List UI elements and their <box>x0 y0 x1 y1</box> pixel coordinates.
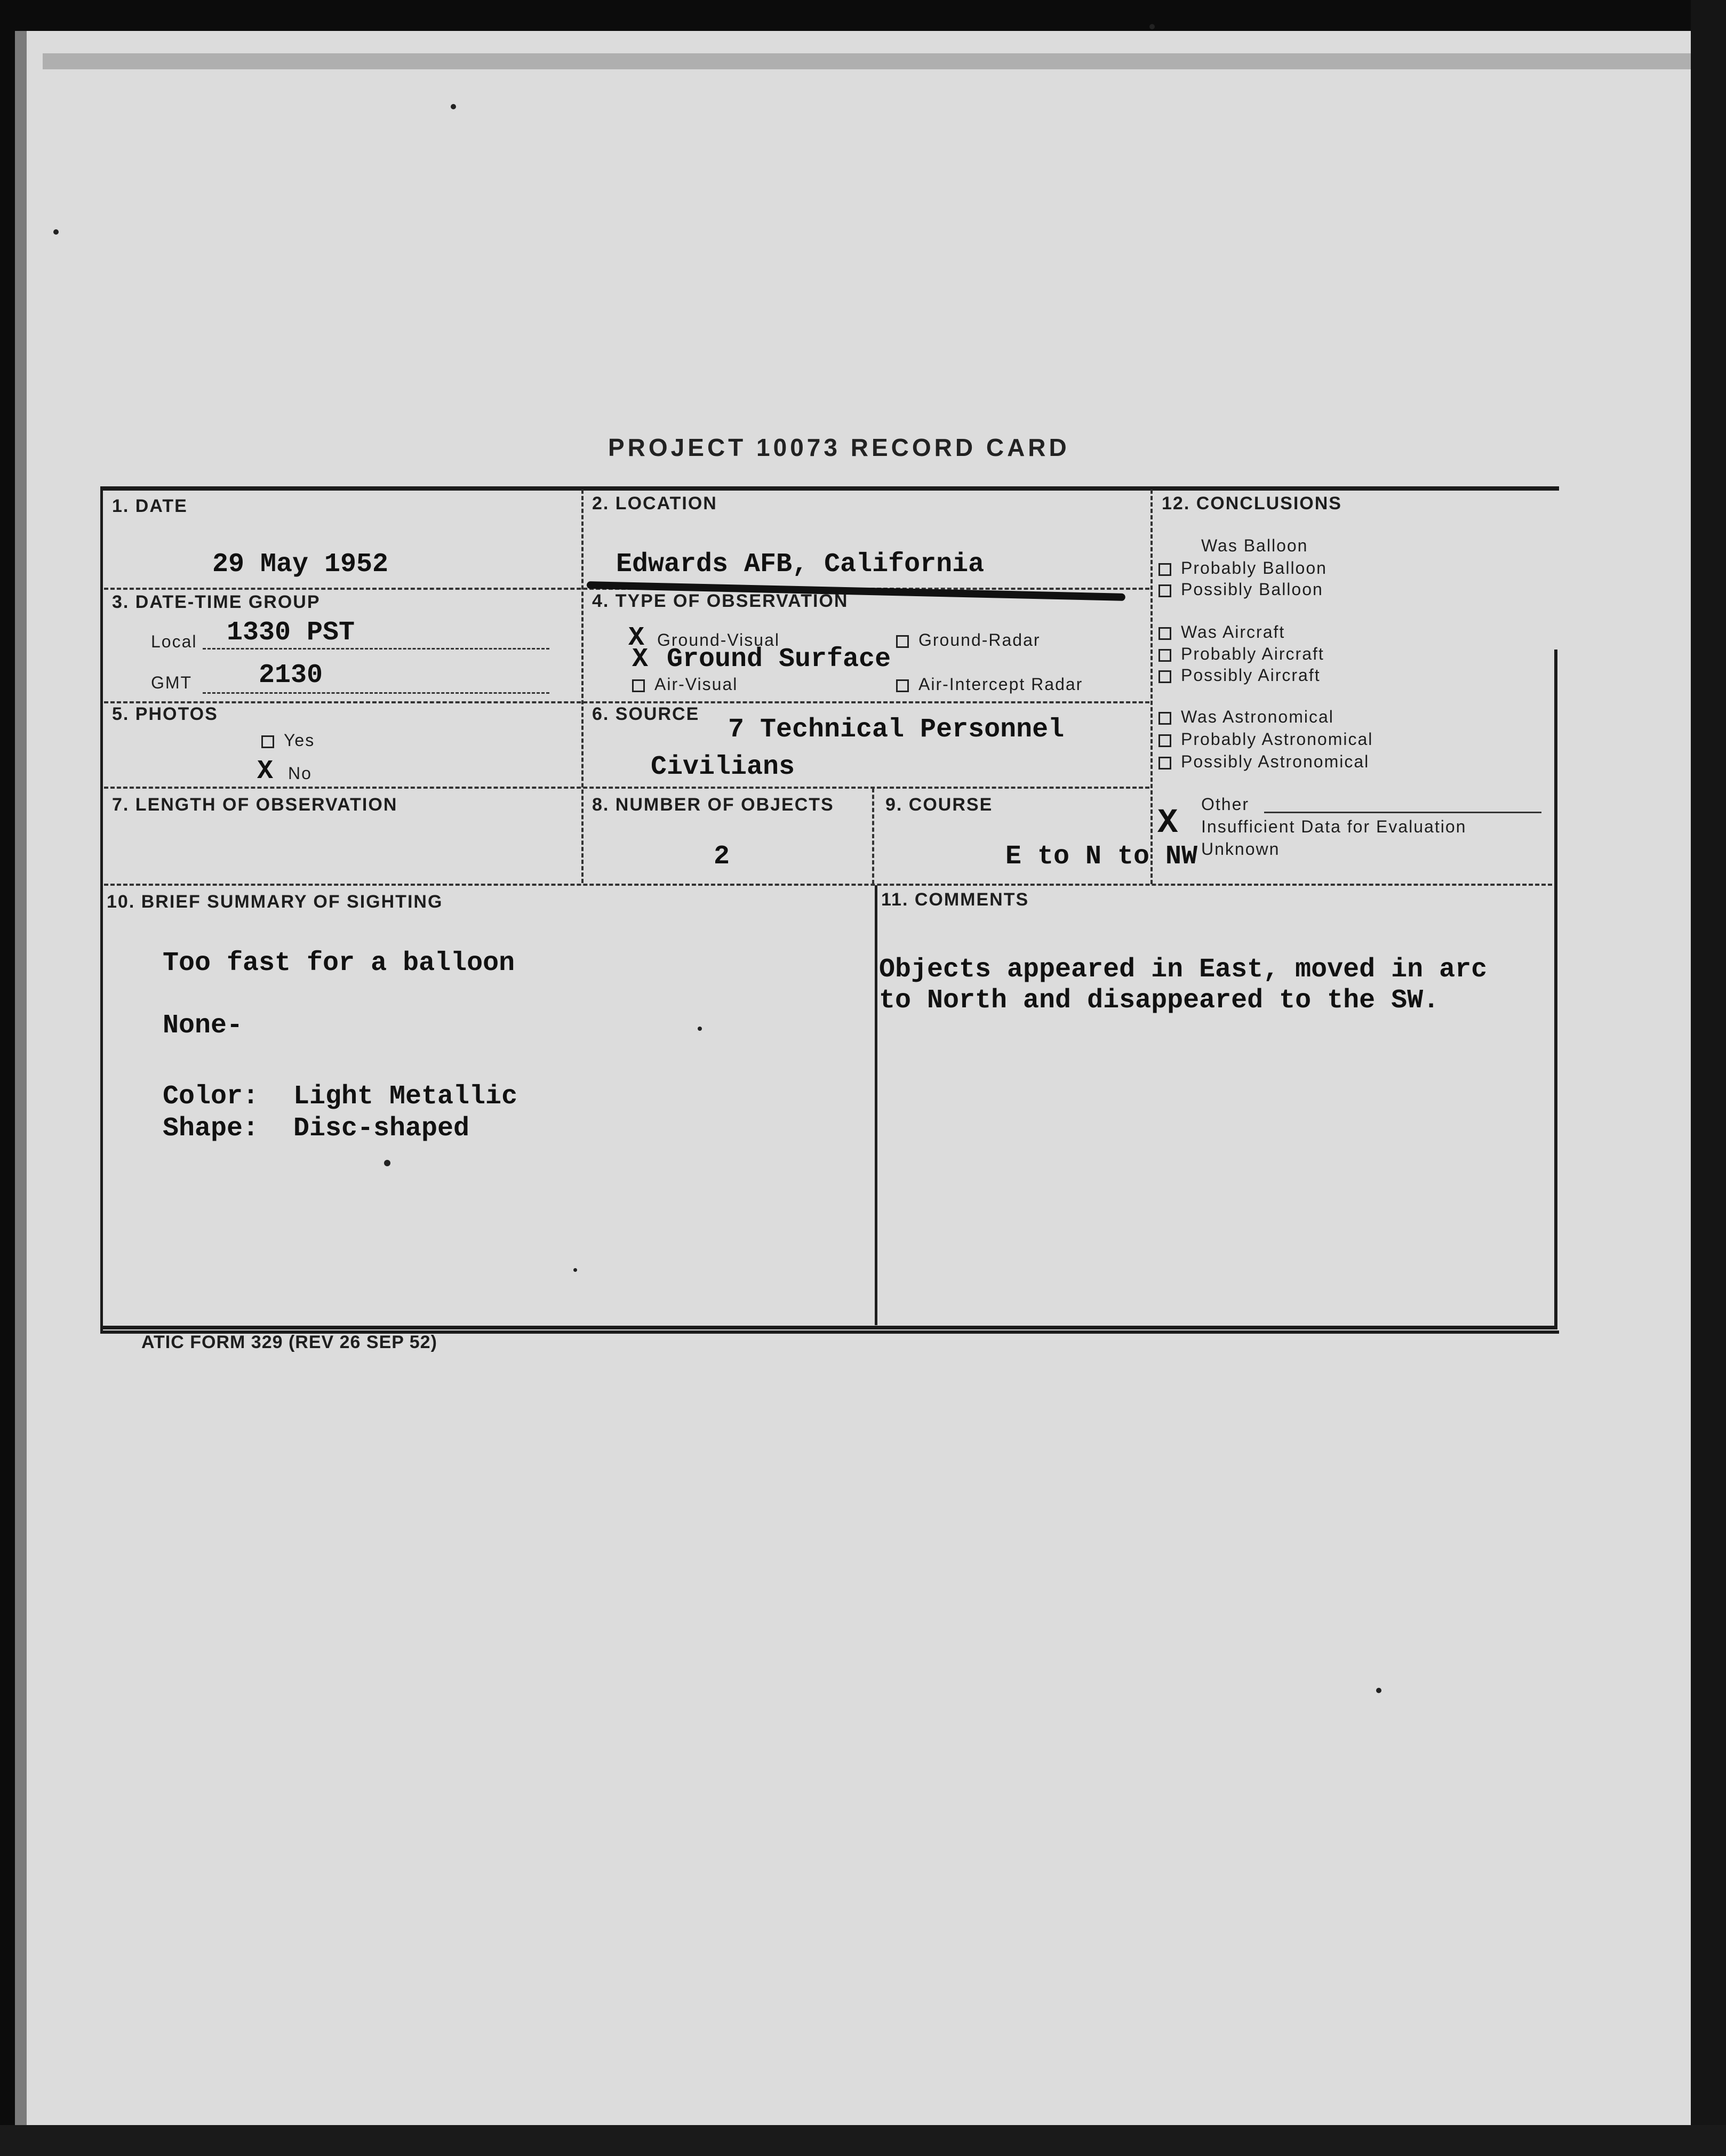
option-ground-radar: Ground-Radar <box>896 630 1041 650</box>
row-divider <box>104 701 1149 703</box>
scan-speck <box>573 1268 577 1272</box>
checkbox-possibly-astronomical <box>1158 757 1171 770</box>
row-divider <box>104 884 1552 886</box>
conclusion-was-balloon: Was Balloon <box>1201 536 1308 555</box>
comments-line1: Objects appeared in East, moved in arc <box>879 955 1488 985</box>
photos-no-check-mark: X <box>257 756 274 787</box>
summary-line2: None- <box>163 1011 243 1041</box>
checkbox-possibly-aircraft <box>1158 670 1171 683</box>
conclusion-possibly-balloon: Possibly Balloon <box>1158 580 1323 599</box>
column-divider <box>1150 490 1153 884</box>
checkbox-was-aircraft <box>1158 627 1171 640</box>
summary-color-label: Color: <box>163 1081 259 1112</box>
date-label: 1. DATE <box>112 496 188 516</box>
scan-speck <box>53 229 59 235</box>
conclusion-probably-balloon: Probably Balloon <box>1158 558 1327 578</box>
conclusion-was-aircraft: Was Aircraft <box>1158 622 1285 642</box>
number-of-objects-label: 8. NUMBER OF OBJECTS <box>592 795 834 815</box>
other-fill-line <box>1264 812 1541 813</box>
comments-label: 11. COMMENTS <box>881 889 1029 910</box>
card-right-border <box>1554 650 1557 1329</box>
sheet-top-shadow <box>43 53 1696 69</box>
checkbox-probably-balloon <box>1158 563 1171 576</box>
scan-speck <box>1149 24 1155 29</box>
gmt-fill-line <box>203 692 549 694</box>
column-divider <box>581 490 584 883</box>
brief-summary-label: 10. BRIEF SUMMARY OF SIGHTING <box>107 892 443 912</box>
conclusion-unknown: Unknown <box>1201 839 1280 859</box>
conclusion-other: Other <box>1201 795 1250 814</box>
option-air-visual: Air-Visual <box>632 675 738 694</box>
conclusion-probably-aircraft: Probably Aircraft <box>1158 644 1324 664</box>
checkbox-probably-aircraft <box>1158 649 1171 662</box>
conclusion-insufficient-data: Insufficient Data for Evaluation <box>1201 817 1467 836</box>
scan-border-bottom <box>0 2125 1726 2156</box>
local-fill-line <box>203 648 549 650</box>
source-label: 6. SOURCE <box>592 704 700 724</box>
conclusion-probably-astronomical: Probably Astronomical <box>1158 730 1373 749</box>
source-line1: 7 Technical Personnel <box>728 715 1065 745</box>
date-value: 29 May 1952 <box>212 549 389 580</box>
photos-option-no: No <box>288 764 312 783</box>
checkbox-possibly-balloon <box>1158 584 1171 597</box>
ground-surface-check-mark: X <box>632 644 649 675</box>
column-divider <box>875 885 877 1325</box>
insufficient-data-check-mark: X <box>1157 804 1178 843</box>
checkbox-air-intercept-radar <box>896 679 909 692</box>
checkbox-yes <box>261 735 274 748</box>
option-air-intercept-radar: Air-Intercept Radar <box>896 675 1083 694</box>
source-line2: Civilians <box>651 752 795 782</box>
course-value: E to N to NW <box>1005 841 1198 872</box>
summary-shape-label: Shape: <box>163 1113 259 1144</box>
checkbox-ground-radar <box>896 635 909 648</box>
summary-color-value: Light Metallic <box>293 1081 518 1112</box>
conclusions-label: 12. CONCLUSIONS <box>1162 493 1342 514</box>
location-label: 2. LOCATION <box>592 493 717 514</box>
ground-visual-check-mark: X <box>628 623 645 653</box>
date-time-group-label: 3. DATE-TIME GROUP <box>112 592 321 612</box>
location-value: Edwards AFB, California <box>616 549 985 580</box>
scan-speck <box>451 104 456 109</box>
sheet-edge-shadow <box>15 31 27 2143</box>
comments-line2: to North and disappeared to the SW. <box>879 985 1440 1016</box>
checkbox-was-astronomical <box>1158 712 1171 725</box>
form-title: PROJECT 10073 RECORD CARD <box>608 434 1070 461</box>
row-divider <box>104 787 1149 789</box>
local-value: 1330 PST <box>227 618 355 648</box>
type-of-observation-label: 4. TYPE OF OBSERVATION <box>592 591 849 611</box>
option-ground-visual: Ground-Visual <box>657 630 780 650</box>
scan-speck <box>698 1027 702 1031</box>
length-of-observation-label: 7. LENGTH OF OBSERVATION <box>112 795 398 815</box>
form-number-footer: ATIC FORM 329 (REV 26 SEP 52) <box>141 1332 437 1352</box>
checkbox-probably-astronomical <box>1158 734 1171 747</box>
ground-surface-typed: Ground Surface <box>667 644 891 675</box>
conclusion-was-astronomical: Was Astronomical <box>1158 707 1334 727</box>
card-bottom-border <box>100 1326 1557 1329</box>
gmt-value: 2130 <box>259 660 323 691</box>
number-of-objects-value: 2 <box>714 841 730 872</box>
scan-speck <box>384 1160 390 1166</box>
conclusion-possibly-astronomical: Possibly Astronomical <box>1158 752 1369 772</box>
scan-border-right <box>1691 0 1726 2156</box>
column-divider <box>872 788 874 884</box>
local-label: Local <box>151 632 197 651</box>
photos-label: 5. PHOTOS <box>112 704 218 724</box>
course-label: 9. COURSE <box>885 795 993 815</box>
photos-option-yes: Yes <box>261 731 315 750</box>
checkbox-air-visual <box>632 679 645 692</box>
gmt-label: GMT <box>151 673 193 692</box>
scan-speck <box>1376 1688 1381 1693</box>
summary-line1: Too fast for a balloon <box>163 948 515 979</box>
conclusion-possibly-aircraft: Possibly Aircraft <box>1158 666 1321 685</box>
summary-shape-value: Disc-shaped <box>293 1113 470 1144</box>
